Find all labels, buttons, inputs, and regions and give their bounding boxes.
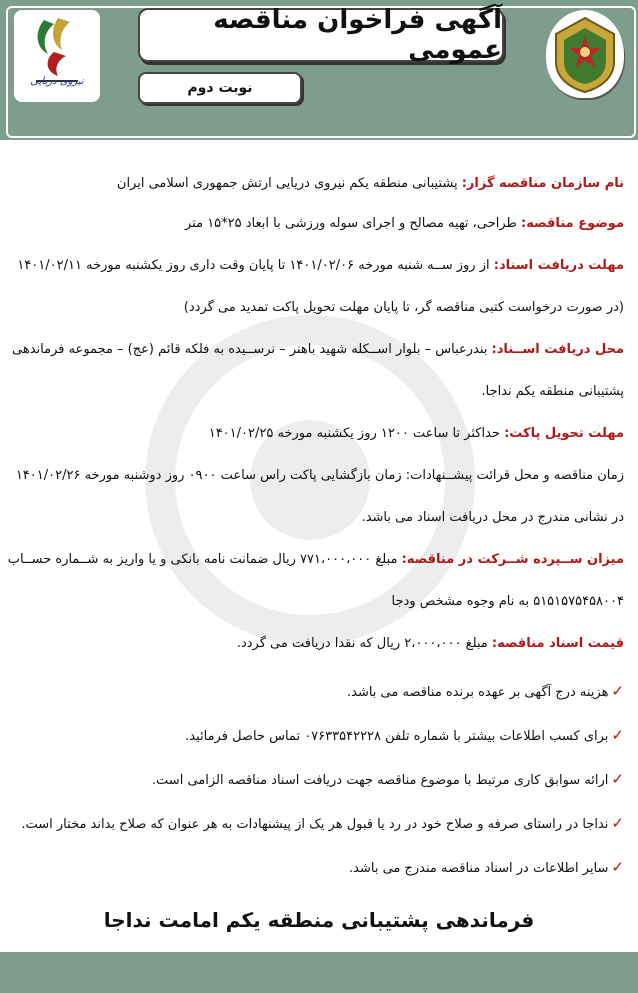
doc-location-value-2: پشتیبانی منطقه یکم نداجا. [481, 384, 624, 399]
doc-location-row [14, 342, 624, 357]
submission-label: مهلت تحویل پاکت: [504, 426, 624, 441]
check-icon: ✓ [611, 814, 624, 832]
opening-line-2: در نشانی مندرج در محل دریافت اسناد می باشد. [361, 510, 624, 525]
deposit-row [7, 552, 624, 567]
doc-deadline-value: از روز ســه شنبه مورخه ۱۴۰۱/۰۲/۰۶ تا پایان وقت داری روز یکشنبه مورخه ۱۴۰۱/۰۲/۱۱ [17, 258, 490, 273]
submission-value: حداکثر تا ساعت ۱۲۰۰ روز یکشنبه مورخه ۱۴۰۱/۰۲/۲۵ [208, 426, 500, 441]
army-emblem-icon [548, 12, 622, 96]
bullet-text: ارائه سوابق کاری مرتبط با موضوع مناقصه جهت دریافت اسناد مناقصه الزامی است. [151, 773, 609, 788]
check-icon: ✓ [611, 726, 624, 744]
bottom-band [0, 952, 638, 993]
doc-price-label: قیمت اسناد مناقصه: [491, 636, 624, 651]
footer-signature: فرماندهی پشتیبانی منطقه یکم امامت نداجا [103, 908, 535, 932]
doc-location-label: محل دریافت اســناد: [491, 342, 624, 357]
doc-deadline-note: (در صورت درخواست کتبی مناقصه گر، تا پایان مهلت تحویل پاکت تمدید می گردد) [183, 300, 624, 315]
bullet-item [14, 814, 624, 832]
notice-body [7, 150, 624, 910]
organizer-label: نام سازمان مناقصه گزار: [461, 176, 624, 191]
deposit-label: میزان ســپرده شــرکت در مناقصه: [401, 552, 624, 567]
bullet-text: هزینه درج آگهی بر عهده برنده مناقصه می باشد. [346, 685, 609, 700]
title-box [138, 5, 504, 65]
bullet-text: برای کسب اطلاعات بیشتر با شماره تلفن ۰۷۶۳۳۵۴۲۲۲۸ تماس حاصل فرمائید. [185, 729, 609, 744]
navy-logo [14, 10, 100, 102]
bullet-item [14, 858, 624, 876]
check-icon: ✓ [611, 682, 624, 700]
subject-label: موضوع مناقصه: [521, 216, 624, 231]
bullet-item [14, 682, 624, 700]
subject-row [14, 216, 624, 231]
doc-price-value: مبلغ ۲،۰۰۰،۰۰۰ ریال که نقدا دریافت می گردد. [236, 636, 488, 651]
navy-logo-text: نیروی دریایی [30, 76, 84, 87]
doc-price-row [14, 636, 624, 651]
organizer-value: پشتیبانی منطقه یکم نیروی دریایی ارتش جمهوری اسلامی ایران [116, 176, 458, 191]
bullet-text: نداجا در راستای صرفه و صلاح خود در رد یا قبول هر یک از پیشنهادات به هر عنوان که صلاح بداند مختار است. [21, 817, 609, 832]
check-icon: ✓ [611, 858, 624, 876]
round-label: نوبت دوم [187, 80, 253, 96]
bullet-item [14, 770, 624, 788]
bullet-item [14, 726, 624, 744]
subject-value: طراحی، تهیه مصالح و اجرای سوله ورزشی با ابعاد ۲۵*۱۵ متر [184, 216, 517, 231]
doc-deadline-row [14, 258, 624, 273]
deposit-value-2: ۵۱۵۱۵۷۵۴۵۸۰۰۴ به نام وجوه مشخص ودجا [391, 594, 624, 609]
header-band [0, 0, 638, 140]
page-title: آگهی فراخوان مناقصه عمومی [213, 5, 502, 65]
deposit-value: مبلغ ۷۷۱،۰۰۰،۰۰۰ ریال ضمانت نامه بانکی و یا واریز به شــماره حســاب [7, 552, 398, 567]
check-icon: ✓ [611, 770, 624, 788]
doc-deadline-label: مهلت دریافت اسناد: [493, 258, 624, 273]
bullet-text: سایر اطلاعات در اسناد مناقصه مندرج می باشد. [349, 861, 609, 876]
opening-line-1: زمان مناقصه و محل قرائت پیشــنهادات: زمان بازگشایی پاکت راس ساعت ۰۹۰۰ روز دوشنبه مورخه ۱۴۰۱/۰۲/۲۶ [15, 468, 624, 483]
doc-location-value: بندرعباس – بلوار اســکله شهید باهنر – نرســیده به فلکه قائم (عج) – مجموعه فرماندهی [12, 342, 488, 357]
navy-logo-graphic [14, 10, 100, 102]
army-emblem [546, 10, 624, 98]
round-badge [138, 72, 302, 104]
organizer-row [14, 176, 624, 191]
submission-row [14, 426, 624, 441]
